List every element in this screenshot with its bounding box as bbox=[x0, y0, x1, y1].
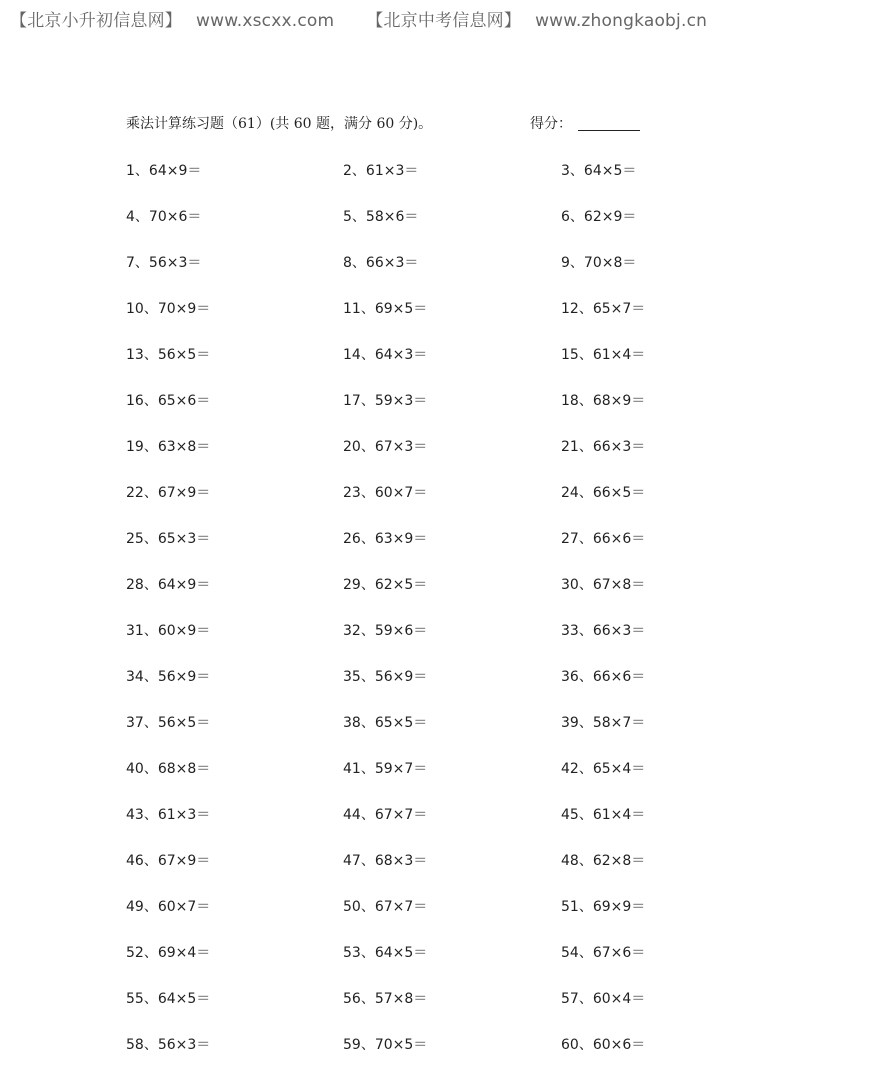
problem-item: 9、70×8＝ bbox=[561, 255, 637, 271]
problem-item: 28、64×9＝ bbox=[126, 577, 211, 593]
header-site-name-2: 【北京中考信息网】 bbox=[366, 11, 522, 31]
problem-item: 3、64×5＝ bbox=[561, 163, 637, 179]
problem-item: 31、60×9＝ bbox=[126, 623, 211, 639]
problem-item: 24、66×5＝ bbox=[561, 485, 646, 501]
problem-item: 27、66×6＝ bbox=[561, 531, 646, 547]
problem-item: 21、66×3＝ bbox=[561, 439, 646, 455]
problem-item: 50、67×7＝ bbox=[343, 899, 428, 915]
problem-row bbox=[126, 712, 786, 758]
problem-item: 22、67×9＝ bbox=[126, 485, 211, 501]
problem-item: 11、69×5＝ bbox=[343, 301, 428, 317]
problem-row bbox=[126, 942, 786, 988]
problem-item: 25、65×3＝ bbox=[126, 531, 211, 547]
problem-grid bbox=[126, 160, 786, 1080]
problem-item: 34、56×9＝ bbox=[126, 669, 211, 685]
problem-item: 20、67×3＝ bbox=[343, 439, 428, 455]
problem-item: 4、70×6＝ bbox=[126, 209, 202, 225]
problem-item: 52、69×4＝ bbox=[126, 945, 211, 961]
problem-row bbox=[126, 436, 786, 482]
problem-row bbox=[126, 850, 786, 896]
problem-row bbox=[126, 344, 786, 390]
problem-item: 13、56×5＝ bbox=[126, 347, 211, 363]
problem-row bbox=[126, 620, 786, 666]
problem-item: 36、66×6＝ bbox=[561, 669, 646, 685]
problem-row bbox=[126, 160, 786, 206]
header-url-1[interactable]: www.xscxx.com bbox=[196, 11, 335, 31]
problem-item: 49、60×7＝ bbox=[126, 899, 211, 915]
problem-item: 44、67×7＝ bbox=[343, 807, 428, 823]
problem-item: 39、58×7＝ bbox=[561, 715, 646, 731]
problem-item: 26、63×9＝ bbox=[343, 531, 428, 547]
problem-item: 2、61×3＝ bbox=[343, 163, 419, 179]
problem-item: 38、65×5＝ bbox=[343, 715, 428, 731]
problem-item: 17、59×3＝ bbox=[343, 393, 428, 409]
problem-item: 60、60×6＝ bbox=[561, 1037, 646, 1053]
problem-item: 40、68×8＝ bbox=[126, 761, 211, 777]
header-site-name-1: 【北京小升初信息网】 bbox=[10, 11, 182, 31]
problem-item: 41、59×7＝ bbox=[343, 761, 428, 777]
problem-item: 16、65×6＝ bbox=[126, 393, 211, 409]
problem-row bbox=[126, 1034, 786, 1080]
problem-item: 14、64×3＝ bbox=[343, 347, 428, 363]
problem-item: 15、61×4＝ bbox=[561, 347, 646, 363]
problem-item: 53、64×5＝ bbox=[343, 945, 428, 961]
score-blank-line bbox=[578, 130, 640, 131]
problem-item: 57、60×4＝ bbox=[561, 991, 646, 1007]
problem-item: 1、64×9＝ bbox=[126, 163, 202, 179]
header-url-2[interactable]: www.zhongkaobj.cn bbox=[535, 11, 708, 31]
problem-item: 46、67×9＝ bbox=[126, 853, 211, 869]
problem-row bbox=[126, 528, 786, 574]
problem-item: 51、69×9＝ bbox=[561, 899, 646, 915]
score-label: 得分： bbox=[530, 116, 572, 132]
problem-item: 43、61×3＝ bbox=[126, 807, 211, 823]
worksheet-title: 乘法计算练习题（61）(共 60 题，满分 60 分)。 bbox=[126, 116, 433, 132]
problem-row bbox=[126, 896, 786, 942]
problem-row bbox=[126, 206, 786, 252]
problem-item: 18、68×9＝ bbox=[561, 393, 646, 409]
problem-item: 54、67×6＝ bbox=[561, 945, 646, 961]
problem-item: 42、65×4＝ bbox=[561, 761, 646, 777]
problem-item: 55、64×5＝ bbox=[126, 991, 211, 1007]
problem-item: 29、62×5＝ bbox=[343, 577, 428, 593]
problem-item: 37、56×5＝ bbox=[126, 715, 211, 731]
problem-row bbox=[126, 252, 786, 298]
problem-item: 32、59×6＝ bbox=[343, 623, 428, 639]
problem-row bbox=[126, 804, 786, 850]
problem-item: 58、56×3＝ bbox=[126, 1037, 211, 1053]
worksheet-title-row bbox=[126, 113, 646, 135]
problem-item: 6、62×9＝ bbox=[561, 209, 637, 225]
problem-item: 35、56×9＝ bbox=[343, 669, 428, 685]
problem-row bbox=[126, 758, 786, 804]
problem-item: 7、56×3＝ bbox=[126, 255, 202, 271]
problem-row bbox=[126, 988, 786, 1034]
site-header bbox=[10, 6, 707, 31]
problem-item: 48、62×8＝ bbox=[561, 853, 646, 869]
problem-item: 8、66×3＝ bbox=[343, 255, 419, 271]
problem-item: 5、58×6＝ bbox=[343, 209, 419, 225]
problem-item: 10、70×9＝ bbox=[126, 301, 211, 317]
problem-item: 33、66×3＝ bbox=[561, 623, 646, 639]
problem-row bbox=[126, 574, 786, 620]
problem-item: 12、65×7＝ bbox=[561, 301, 646, 317]
problem-item: 23、60×7＝ bbox=[343, 485, 428, 501]
problem-item: 45、61×4＝ bbox=[561, 807, 646, 823]
problem-row bbox=[126, 390, 786, 436]
problem-item: 59、70×5＝ bbox=[343, 1037, 428, 1053]
problem-item: 30、67×8＝ bbox=[561, 577, 646, 593]
problem-item: 19、63×8＝ bbox=[126, 439, 211, 455]
problem-row bbox=[126, 666, 786, 712]
problem-item: 56、57×8＝ bbox=[343, 991, 428, 1007]
problem-row bbox=[126, 482, 786, 528]
problem-item: 47、68×3＝ bbox=[343, 853, 428, 869]
problem-row bbox=[126, 298, 786, 344]
